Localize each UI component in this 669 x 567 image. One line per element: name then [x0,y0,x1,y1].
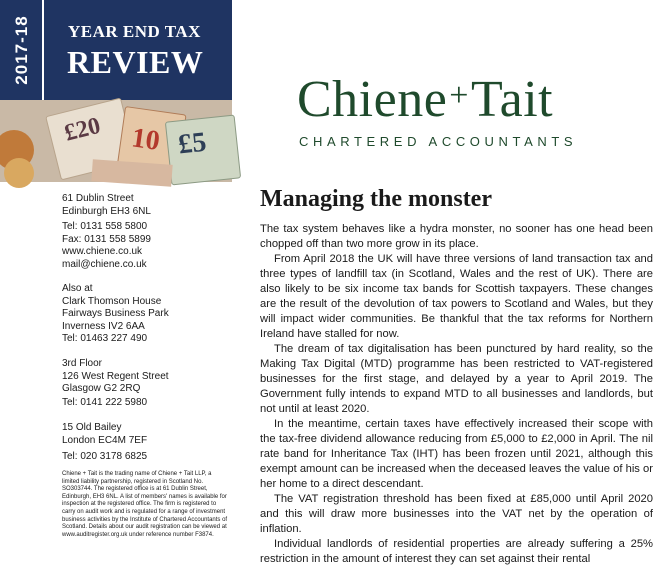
website-link[interactable]: www.chiene.co.uk [62,246,143,257]
office-inverness-address [62,283,169,333]
office-inverness-phone [62,333,147,346]
article-paragraph: The tax system behaves like a hydra monster, no sooner has one head been chopped off than two more grow in its place. [260,223,653,250]
address-line: 61 Dublin Street [62,193,134,204]
phone-number: Tel: 020 3178 6825 [62,451,148,462]
banner-title-line2: REVIEW [67,44,204,80]
article-paragraph: From April 2018 the UK will have three versions of land transaction tax and three types of landfill tax (in Scotland, Wales and the rest of UK). There are also likely to be six income tax bands for Scottish taxpayers. These changes are the result of the devolution of tax powers to Scotland and Wales, but they will impact wider communities. Be thankful that the tax reforms for Northern Ireland have stalled for now. [260,253,653,340]
office-london-phone [62,451,147,464]
phone-number: Tel: 01463 227 490 [62,333,148,344]
logo-subtitle: CHARTERED ACCOUNTANTS [299,134,578,149]
company-logo [297,70,627,160]
fax-number: Fax: 0131 558 5899 [62,233,151,245]
address-line: Inverness IV2 6AA [62,320,145,332]
office-edinburgh-contact [62,221,151,271]
banknote-five [165,115,241,186]
year-strip [0,0,44,100]
year-label: 2017-18 [12,15,31,85]
coin [4,158,34,188]
email-link[interactable]: mail@chiene.co.uk [62,258,147,270]
address-line: London EC4M 7EF [62,434,148,446]
article-body [260,222,653,567]
banknotes-image [0,100,232,182]
address-line: Fairways Business Park [62,308,169,319]
banknote-strip [91,159,172,187]
phone-number: Tel: 0131 558 5800 [62,221,148,232]
address-line: 15 Old Bailey [62,422,122,433]
logo-wordmark [297,70,553,129]
address-line: Edinburgh EH3 6NL [62,205,151,217]
office-london-address [62,422,147,447]
office-glasgow-address [62,358,169,396]
review-banner [0,0,232,100]
article-paragraph: The VAT registration threshold has been fixed at £85,000 until April 2020 and this will draw more businesses into the VAT net by the operation of inflation. [260,493,653,535]
article-headline: Managing the monster [260,186,492,212]
banknote-ten-label: 10 [129,122,162,158]
logo-name-left: Chiene [297,71,448,128]
phone-number: Tel: 0141 222 5980 [62,397,148,408]
address-line: Glasgow G2 2RQ [62,383,141,394]
article-paragraph: Individual landlords of residential properties are already suffering a 25% restriction in the amount of interest they can set against their rental [260,538,653,565]
article-paragraph: In the meantime, certain taxes have effectively increased their scope with the tax-free dividend allowance reducing from £5,000 to £2,000 in April. The nil rate band for Inheritance Tax (IHT) has been frozen until 2021, although this exempt amount can be increased when the deceased leaves the value of his or her home to a direct descendant. [260,418,653,490]
office-glasgow-phone [62,397,147,410]
address-line: Also at [62,283,93,294]
banknote-twenty-label: £20 [61,112,104,147]
logo-plus-icon: + [449,77,469,114]
address-line: 3rd Floor [62,358,103,369]
logo-name-right: Tait [470,71,554,128]
address-line: Clark Thomson House [62,295,162,307]
banknote-five-label: £5 [176,126,208,161]
article-paragraph: The dream of tax digitalisation has been punctured by hard reality, so the Making Tax Digital (MTD) programme has been restricted to VAT-registered businesses for the first stage, and delayed by a year to April 2019. The Government fully intends to expand MTD to all businesses and landlords, but not until at least 2020. [260,343,653,415]
banner-title-line1: YEAR END TAX [68,22,201,41]
office-edinburgh-address [62,193,151,218]
legal-notice: Chiene + Tait is the trading name of Chiene + Tait LLP, a limited liability partnership, registered in Scotland No. SO303744. The registered office is at 61 Dublin Street, Edinburgh, EH3 6NL. A list of members' names is available for inspection at the registered office. The firm is registered to carry on audit work and is regulated for a range of investment business activities by the Institute of Chartered Accountants of Scotland. Details about our audit registration can be viewed at www.auditregister.org.uk under reference number F3874. [62,471,228,538]
address-line: 126 West Regent Street [62,370,169,382]
